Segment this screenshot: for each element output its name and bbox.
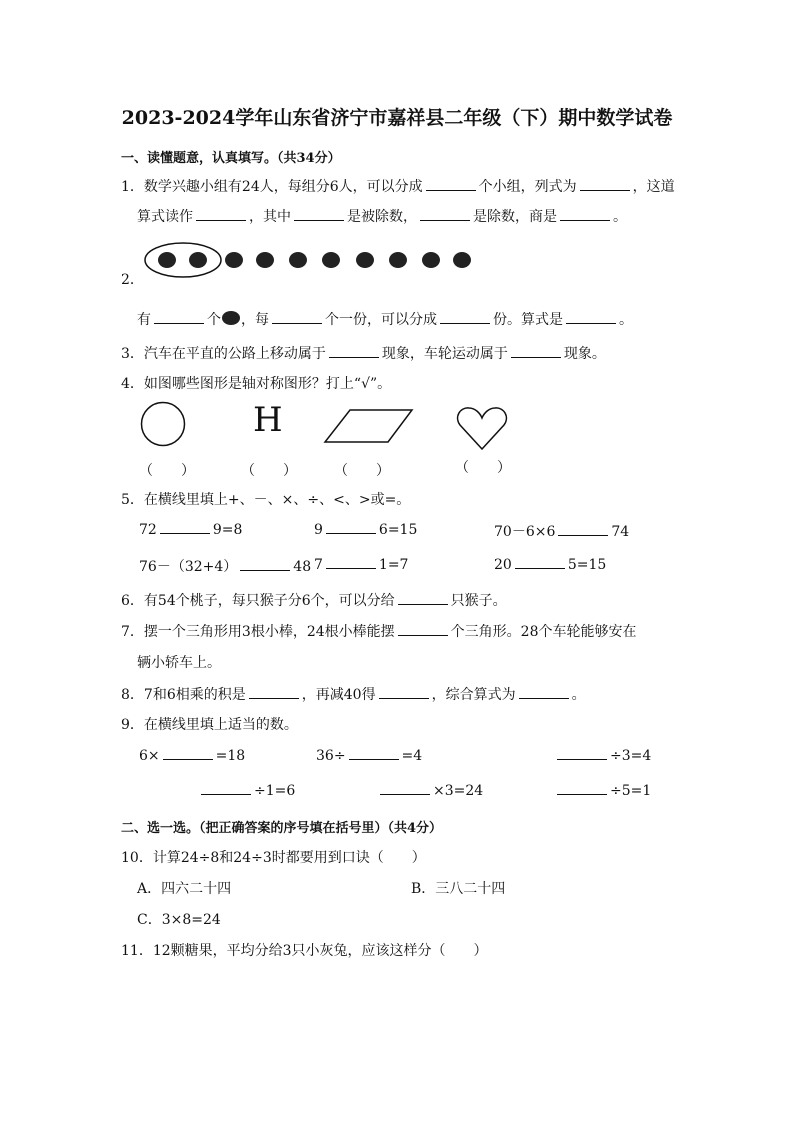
q11-text: 12颗糖果，平均分给3只小灰兔，应该这样分（ ） xyxy=(152,943,488,959)
q1-blank-read[interactable] xyxy=(196,208,246,221)
question-6 xyxy=(121,590,507,610)
q1-text-d: 算式读作 xyxy=(137,209,193,225)
q4-answer-paren-4[interactable]: （ ） xyxy=(455,460,511,476)
q5-number: 5． xyxy=(121,492,144,508)
q5-item-left: 70－6×6 xyxy=(494,524,556,540)
q1-text-c: ，这道 xyxy=(632,179,675,195)
q3-text-b: 现象，车轮运动属于 xyxy=(381,346,508,362)
q10-option-c[interactable]: C．3×8=24 xyxy=(137,912,221,928)
q5-item-right: 1=7 xyxy=(378,557,409,573)
q6-text-b: 只猴子。 xyxy=(450,593,507,609)
q2-blank-per-group[interactable] xyxy=(272,311,322,324)
q11-number: 11． xyxy=(121,943,153,959)
q3-text-a: 汽车在平直的公路上移动属于 xyxy=(143,346,326,362)
q1-text-b: 个小组，列式为 xyxy=(478,179,577,195)
q4-number: 4． xyxy=(121,376,144,392)
question-11 xyxy=(121,940,488,960)
q2-blank-formula[interactable] xyxy=(566,311,616,324)
q9-item-right: ×3=24 xyxy=(433,783,484,799)
q5-item-blank[interactable] xyxy=(326,556,376,569)
q9-item-blank[interactable] xyxy=(163,747,213,760)
question-1-line-2 xyxy=(137,206,627,226)
q8-text-c: ，综合算式为 xyxy=(431,687,516,703)
q10-option-b[interactable]: B．三八二十四 xyxy=(411,881,506,897)
q1-blank-groups[interactable] xyxy=(426,178,476,191)
q2-group-ellipse xyxy=(145,243,221,277)
q7-text-b: 个三角形。28个车轮能够安在 xyxy=(450,624,637,640)
q5-item-blank[interactable] xyxy=(160,521,210,534)
q10-number: 10． xyxy=(121,850,153,866)
q8-text-b: ，再减40得 xyxy=(301,687,376,703)
q9-item-blank[interactable] xyxy=(557,782,607,795)
q1-blank-formula[interactable] xyxy=(580,178,630,191)
q8-blank-product[interactable] xyxy=(249,686,299,699)
q9-item-blank[interactable] xyxy=(201,782,251,795)
q9-item xyxy=(377,782,483,799)
q1-text-a: 数学兴趣小组有24人，每组分6人，可以分成 xyxy=(143,179,423,195)
q5-item-left: 72 xyxy=(139,522,157,538)
q5-item xyxy=(494,556,606,573)
q7-blank[interactable] xyxy=(398,623,448,636)
section-1-heading: 一、读懂题意，认真填写。（共34分） xyxy=(121,151,341,166)
q1-text-g: 是除数，商是 xyxy=(473,209,557,225)
q5-item-blank[interactable] xyxy=(240,558,290,571)
q5-item-right: 74 xyxy=(611,524,630,540)
q2-text-e: 份。算式是 xyxy=(493,312,563,328)
q1-blank-divisor[interactable] xyxy=(420,208,470,221)
q7-text-a: 摆一个三角形用3根小棒，24根小棒能摆 xyxy=(143,624,395,640)
question-9 xyxy=(121,714,298,734)
page-title: 2023-2024学年山东省济宁市嘉祥县二年级（下）期中数学试卷 xyxy=(121,107,673,129)
question-7-line-1 xyxy=(121,621,636,641)
q4-answer-paren-3[interactable]: （ ） xyxy=(334,463,390,479)
q9-item-left: 36÷ xyxy=(316,748,346,764)
q2-text-a: 有 xyxy=(137,312,151,328)
q9-item-right: =4 xyxy=(401,748,423,764)
q5-item-left: 20 xyxy=(494,557,512,573)
q1-number: 1． xyxy=(121,179,144,195)
q9-number: 9． xyxy=(121,717,144,733)
q5-item-right: 5=15 xyxy=(567,557,607,573)
q9-item xyxy=(316,747,422,764)
q5-item xyxy=(314,521,417,538)
q9-item-right: ÷1=6 xyxy=(254,783,296,799)
q9-item-blank[interactable] xyxy=(380,782,430,795)
q9-item xyxy=(554,782,651,799)
q5-item xyxy=(494,521,629,541)
q2-text-c: ，每 xyxy=(241,312,269,328)
q3-blank-1[interactable] xyxy=(329,345,379,358)
q3-blank-2[interactable] xyxy=(511,345,561,358)
q8-blank-formula[interactable] xyxy=(519,686,569,699)
heart-shape xyxy=(456,405,508,451)
q3-text-c: 现象。 xyxy=(563,346,606,362)
question-10 xyxy=(121,847,426,867)
q5-item-right: 48 xyxy=(293,559,312,575)
q2-balls-illustration xyxy=(143,240,483,280)
question-8 xyxy=(121,684,586,704)
question-7-line-2: 辆小轿车上。 xyxy=(137,655,221,671)
q6-number: 6． xyxy=(121,593,144,609)
q2-blank-count[interactable] xyxy=(154,311,204,324)
q5-item xyxy=(139,556,311,576)
q5-item-blank[interactable] xyxy=(558,523,608,536)
q3-number: 3． xyxy=(121,346,144,362)
q9-item-left: 6× xyxy=(139,748,160,764)
q5-text: 在横线里填上+、－、×、÷、<、>或=。 xyxy=(143,492,411,508)
q4-answer-paren-2[interactable]: （ ） xyxy=(241,463,297,479)
q9-text: 在横线里填上适当的数。 xyxy=(143,717,298,733)
q1-text-e: ，其中 xyxy=(249,209,291,225)
section-2-heading: 二、选一选。（把正确答案的序号填在括号里）（共4分） xyxy=(121,821,443,836)
question-5 xyxy=(121,489,410,509)
q9-item-right: ÷5=1 xyxy=(610,783,652,799)
circle-shape xyxy=(139,401,189,447)
q5-item-blank[interactable] xyxy=(515,556,565,569)
q2-text-d: 个一份，可以分成 xyxy=(325,312,437,328)
q5-item-blank[interactable] xyxy=(326,521,376,534)
q2-blank-groups[interactable] xyxy=(440,311,490,324)
q2-text-f: 。 xyxy=(619,312,633,328)
q2-text-b: 个 xyxy=(207,312,221,328)
q9-item xyxy=(554,747,651,764)
q1-text-h: 。 xyxy=(613,209,627,225)
q5-item-right: 6=15 xyxy=(378,522,418,538)
q5-item xyxy=(139,521,242,538)
q8-text-d: 。 xyxy=(571,687,586,703)
question-4 xyxy=(121,373,391,393)
q8-text-a: 7和6相乘的积是 xyxy=(143,687,246,703)
q1-blank-quotient[interactable] xyxy=(560,208,610,221)
q6-text-a: 有54个桃子，每只猴子分6个，可以分给 xyxy=(143,593,395,609)
q10-text: 计算24÷8和24÷3时都要用到口诀（ ） xyxy=(152,850,426,866)
ball-icon xyxy=(158,252,471,268)
q5-item-left: 9 xyxy=(314,522,323,538)
q5-item-left: 7 xyxy=(314,557,323,573)
q9-item xyxy=(139,747,245,764)
q5-item-left: 76－（32+4） xyxy=(139,559,238,575)
q6-blank[interactable] xyxy=(398,592,448,605)
question-1-line-1 xyxy=(121,176,675,196)
q9-item-right: ÷3=4 xyxy=(610,748,652,764)
q1-blank-dividend[interactable] xyxy=(294,208,344,221)
q2-number: 2． xyxy=(121,272,144,288)
q1-text-f: 是被除数， xyxy=(347,209,417,225)
q4-answer-paren-1[interactable]: （ ） xyxy=(139,463,195,479)
q8-blank-difference[interactable] xyxy=(379,686,429,699)
h-letter-shape: H xyxy=(253,400,283,440)
q5-item xyxy=(314,556,408,573)
q8-number: 8． xyxy=(121,687,144,703)
q9-item-blank[interactable] xyxy=(557,747,607,760)
q5-item-right: 9=8 xyxy=(212,522,243,538)
q9-item-blank[interactable] xyxy=(349,747,399,760)
parallelogram-shape xyxy=(323,408,415,444)
q7-number: 7． xyxy=(121,624,144,640)
q4-text: 如图哪些图形是轴对称图形？打上“√”。 xyxy=(143,376,392,392)
q9-item-right: =18 xyxy=(215,748,246,764)
q9-item xyxy=(198,782,295,799)
question-2-line xyxy=(137,309,633,329)
ball-icon xyxy=(221,310,241,326)
q10-option-a[interactable]: A．四六二十四 xyxy=(137,881,232,897)
question-3 xyxy=(121,343,606,363)
